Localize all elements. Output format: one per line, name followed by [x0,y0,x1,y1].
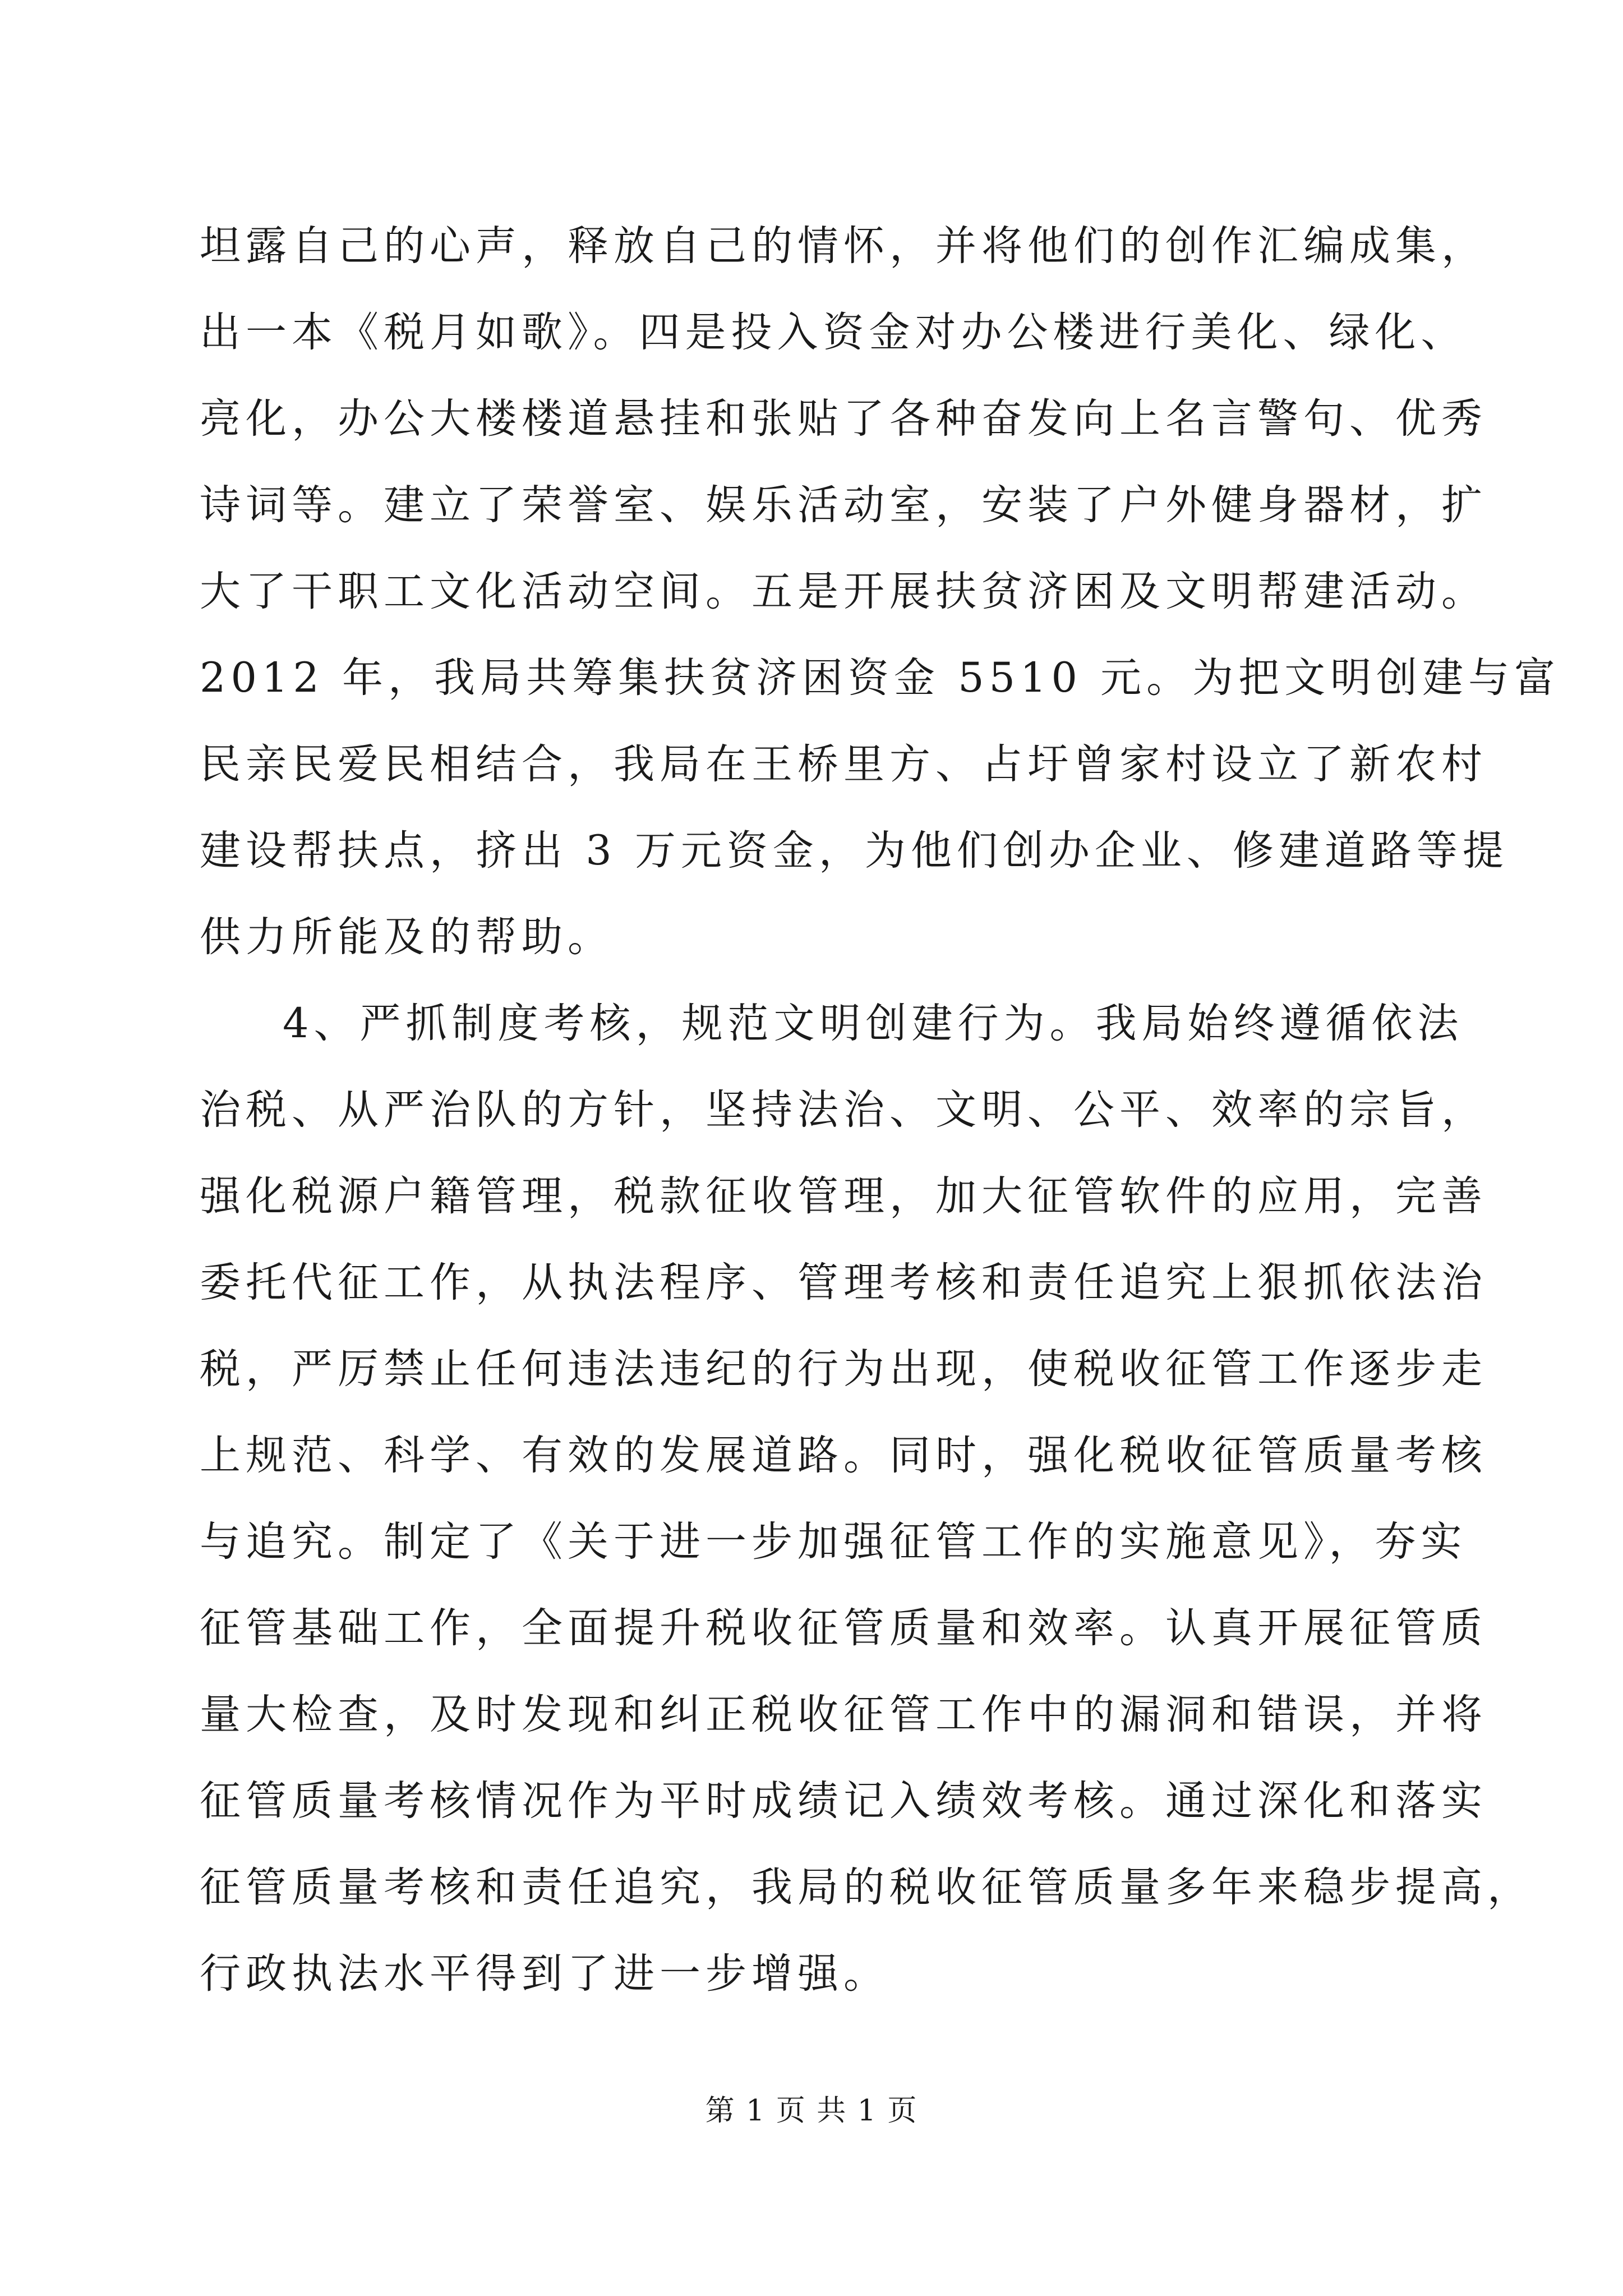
text-line: 坦露自己的心声，释放自己的情怀，并将他们的创作汇编成集， [200,222,1487,270]
text-line: 建设帮扶点，挤出 3 万元资金，为他们创办企业、修建道路等提 [200,827,1509,875]
text-line: 供力所能及的帮助。 [200,913,614,961]
text-line: 征管基础工作，全面提升税收征管质量和效率。认真开展征管质 [200,1604,1487,1652]
page-footer [0,2091,1623,2131]
text-line: 民亲民爱民相结合，我局在王桥里方、占圩曾家村设立了新农村 [200,740,1487,788]
paragraph [200,981,1533,2017]
text-line: 上规范、科学、有效的发展道路。同时，强化税收征管质量考核 [200,1432,1487,1479]
text-line: 治税、从严治队的方针，坚持法治、文明、公平、效率的宗旨， [200,1086,1487,1134]
text-line: 征管质量考核和责任追究，我局的税收征管质量多年来稳步提高， [200,1864,1533,1911]
text-line: 行政执法水平得到了进一步增强。 [200,1950,889,1998]
text-line: 4、严抓制度考核，规范文明创建行为。我局始终遵循依法 [283,1000,1464,1047]
text-line: 诗词等。建立了荣誉室、娱乐活动室，安装了户外健身器材，扩 [200,481,1487,529]
text-line: 2012 年，我局共筹集扶贫济困资金 5510 元。为把文明创建与富 [200,654,1561,702]
text-line: 税，严厉禁止任何违法违纪的行为出现，使税收征管工作逐步走 [200,1345,1487,1393]
text-line: 委托代征工作，从执法程序、管理考核和责任追究上狠抓依法治 [200,1259,1487,1306]
text-line: 强化税源户籍管理，税款征收管理，加大征管软件的应用，完善 [200,1172,1487,1220]
document-body [200,203,1561,2017]
text-line: 亮化，办公大楼楼道悬挂和张贴了各种奋发向上名言警句、优秀 [200,395,1487,443]
text-line: 与追究。制定了《关于进一步加强征管工作的实施意见》，夯实 [200,1518,1467,1566]
text-line: 量大检查，及时发现和纠正税收征管工作中的漏洞和错误，并将 [200,1691,1487,1738]
paragraph [200,203,1561,981]
text-line: 出一本《税月如歌》。四是投入资金对办公楼进行美化、绿化、 [200,309,1467,356]
text-line: 征管质量考核情况作为平时成绩记入绩效考核。通过深化和落实 [200,1777,1487,1825]
text-line: 大了干职工文化活动空间。五是开展扶贫济困及文明帮建活动。 [200,568,1487,615]
page-number-label: 第 1 页 共 1 页 [705,2094,918,2128]
